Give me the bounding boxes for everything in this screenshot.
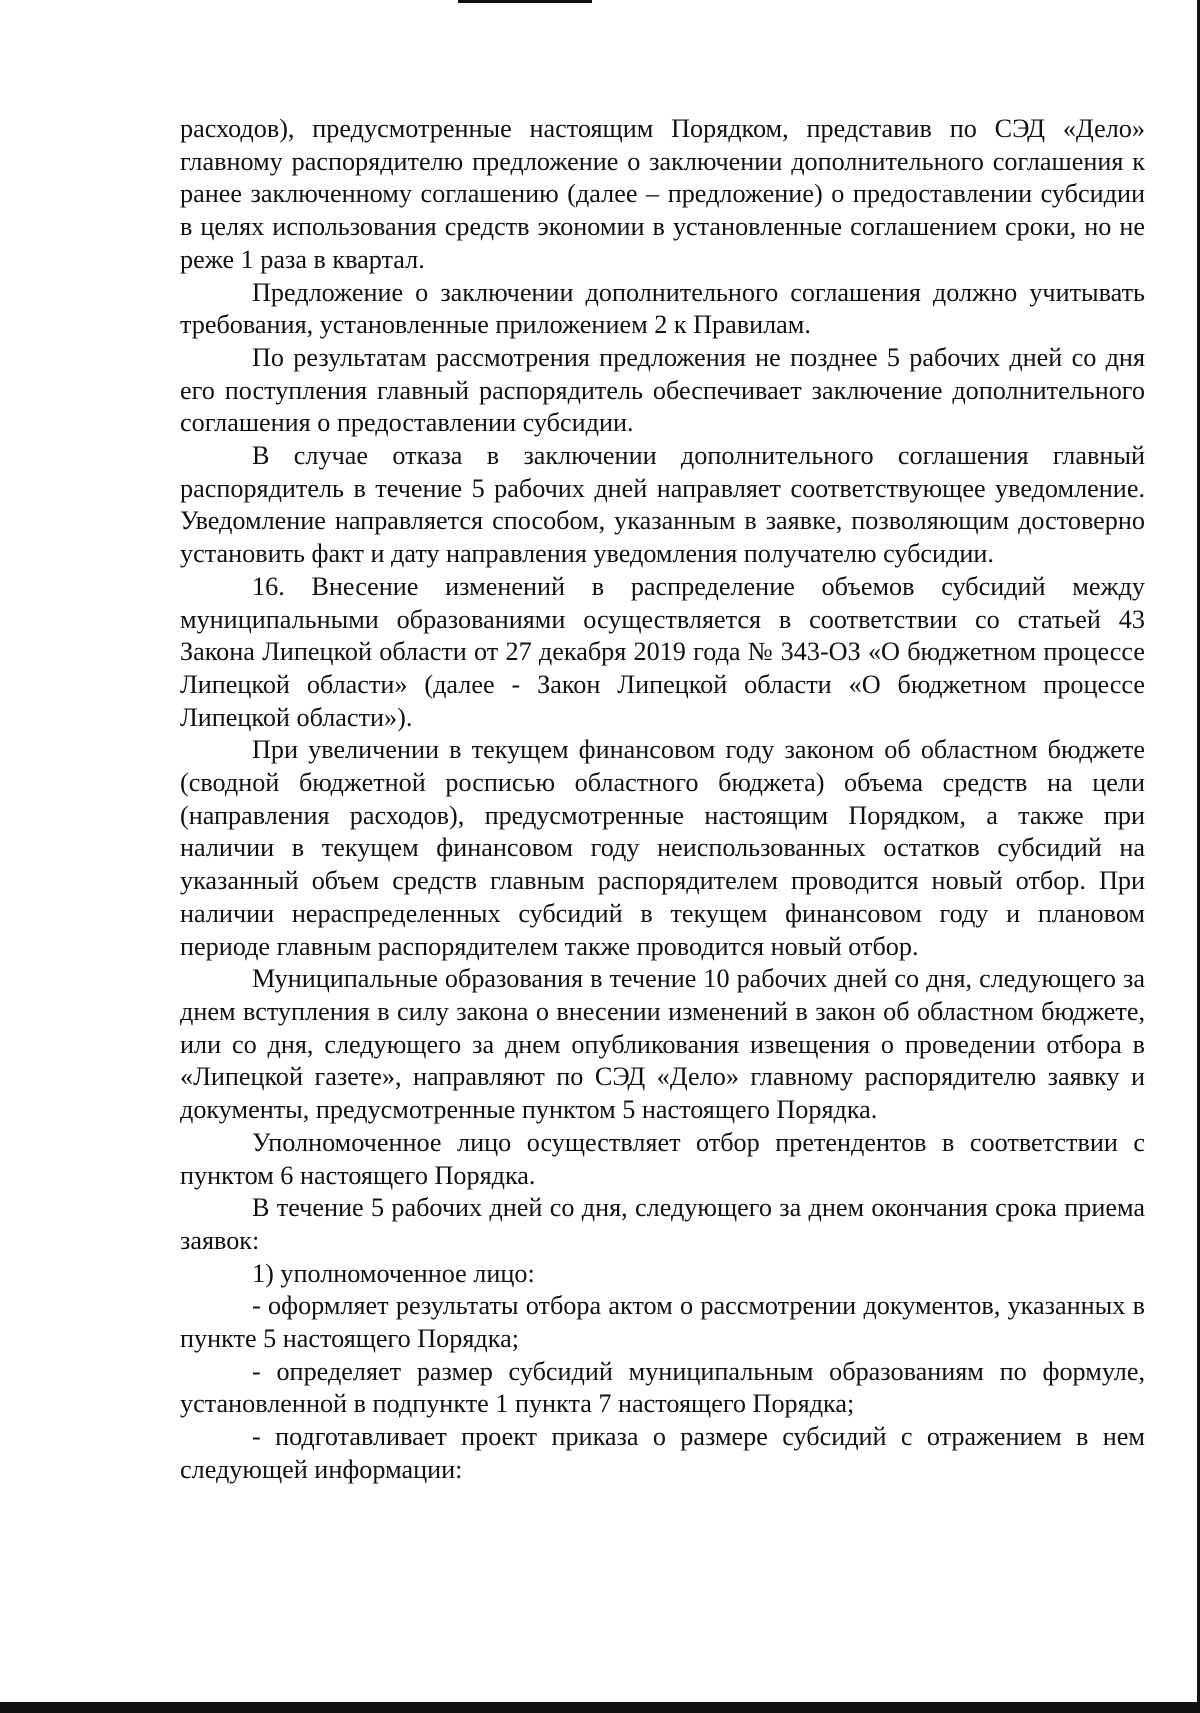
paragraph-continuation: расходов), предусмотренные настоящим Порядком, представив по СЭД «Дело» главному распорядителю предложение о заключении дополнительного соглашения к ранее заключенному соглашению (далее – предложение) о предоставлении субсидии в целях использования средств экономии в установленные соглашением сроки, но не реже 1 раза в квартал. [180,114,1145,274]
scan-top-edge-mark [458,0,592,3]
paragraph-refusal-notice: В случае отказа в заключении дополнительного соглашения главный распорядитель в течение 5 рабочих дней направляет соответствующее уведомление. Уведомление направляется способом, указанным в заявке, позволяющим достоверно установить факт и дату направления уведомления получателю субсидии. [180,441,1145,569]
paragraph-within-5-days: В течение 5 рабочих дней со дня, следующего за днем окончания срока приема заявок: [180,1193,1145,1255]
paragraph-new-selection: При увеличении в текущем финансовом году законом об областном бюджете (сводной бюджетной росписью областного бюджета) объема средств на цели (направления расходов), предусмотренные настоящим Порядком, а также при наличии в текущем финансовом году неиспользованных остатков субсидий на указанный объем средств главным распорядителем проводится новый отбор. При наличии нераспределенных субсидий в текущем финансовом году и плановом периоде главным распорядителем также проводится новый отбор. [180,735,1145,961]
paragraph-proposal-requirements: Предложение о заключении дополнительного соглашения должно учитывать требования, установленные приложением 2 к Правилам. [180,277,1145,340]
scan-bottom-edge [0,1702,1200,1713]
paragraph-item-16: 16. Внесение изменений в распределение объемов субсидий между муниципальными образованиями осуществляется в соответствии со статьей 43 Закона Липецкой области от 27 декабря 2019 года № 343-ОЗ «О бюджетном процессе Липецкой области» (далее - Закон Липецкой области «О бюджетном процессе Липецкой области»). [180,571,1145,732]
list-item-subsidy-size: - определяет размер субсидий муниципальным образованиям по формуле, установленной в подпункте 1 пункта 7 настоящего Порядка; [180,1356,1145,1419]
list-item-act-of-review: - оформляет результаты отбора актом о рассмотрении документов, указанных в пункте 5 настоящего Порядка; [180,1291,1145,1354]
paragraph-municipal-applications: Муниципальные образования в течение 10 рабочих дней со дня, следующего за днем вступления в силу закона о внесении изменений в закон об областном бюджете, или со дня, следующего за днем опубликования извещения о проведении отбора в «Липецкой газете», направляют по СЭД «Дело» главному распорядителю заявку и документы, предусмотренные пунктом 5 настоящего Порядка. [180,964,1145,1125]
paragraph-review-results: По результатам рассмотрения предложения не позднее 5 рабочих дней со дня его поступления главный распорядитель обеспечивает заключение дополнительного соглашения о предоставлении субсидии. [180,342,1145,438]
list-item-1-authorized-person: 1) уполномоченное лицо: [252,1258,535,1288]
list-item-draft-order: - подготавливает проект приказа о размере субсидий с отражением в нем следующей информации: [180,1422,1145,1484]
document-body [180,113,1145,1487]
paragraph-authorized-person-selection: Уполномоченное лицо осуществляет отбор претендентов в соответствии с пунктом 6 настоящего Порядка. [180,1127,1145,1190]
